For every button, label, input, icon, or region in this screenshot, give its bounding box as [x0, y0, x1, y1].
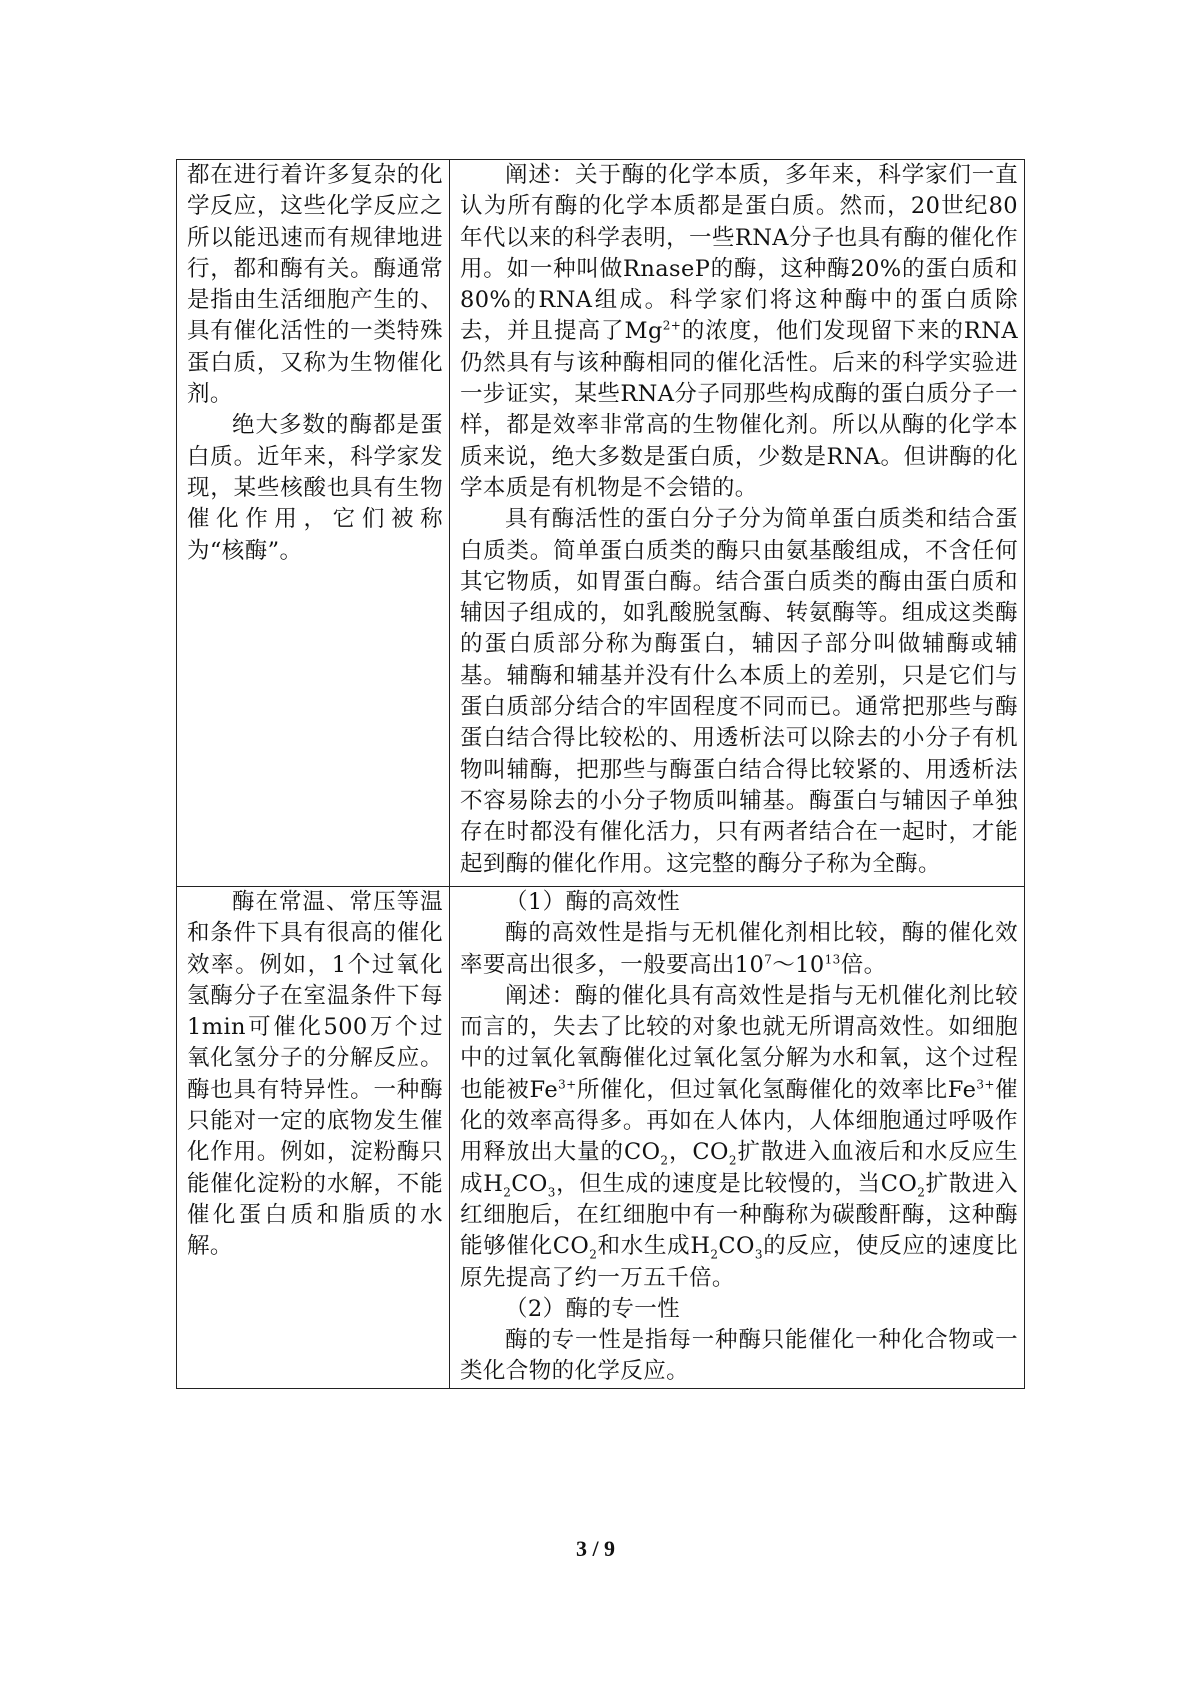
- superscript: 2+: [662, 318, 682, 333]
- left-cell-row2: [177, 887, 450, 1389]
- text-run: 扩散进入血液后和水反应生成H: [460, 1139, 1018, 1197]
- text-run: 阐述：酶的催化具有高效性是指与无机催化剂比较而言的，失去了比较的对象也就无所谓高效性。如细胞中的过氧化氧酶催化过氧化氢分解为水和氧，这个过程也能被Fe: [460, 982, 1018, 1103]
- subscript: 2: [503, 1185, 512, 1200]
- superscript: 3+: [558, 1077, 577, 1092]
- left-cell-row1: [177, 160, 450, 887]
- table-row: [177, 160, 1025, 887]
- text-run: 酶的高效性是指与无机催化剂相比较，酶的催化效率要高出很多，一般要高出10: [460, 920, 1018, 978]
- right-cell-row2: [450, 887, 1025, 1389]
- paragraph: 绝大多数的酶都是蛋白质。近年来，科学家发现，某些核酸也具有生物催化作用，它们被称为“核酶”。: [187, 412, 443, 564]
- paragraph: 酶的专一性是指每一种酶只能催化一种化合物或一类化合物的化学反应。: [460, 1327, 1018, 1385]
- subscript: 2: [710, 1247, 719, 1262]
- page-number: 3 / 9: [575, 1536, 616, 1561]
- text-run: CO: [511, 1170, 548, 1197]
- content-table: [176, 159, 1025, 1389]
- table-row: [177, 887, 1025, 1389]
- superscript: 7: [764, 952, 773, 967]
- text-run: 扩散进入红细胞后，在红细胞中有一种酶称为碳酸酐酶，这种酶能够催化CO: [460, 1170, 1019, 1260]
- text-run: ～10: [772, 951, 825, 978]
- subscript: 2: [728, 1153, 737, 1168]
- paragraph: [460, 160, 1018, 504]
- paragraph: [460, 918, 1018, 981]
- superscript: 13: [824, 952, 841, 967]
- text-run: 的反应，使反应的速度比原先提高了约一万五千倍。: [460, 1233, 1019, 1291]
- paragraph: 都在进行着许多复杂的化学反应，这些化学反应之所以能迅速而有规律地进行，都和酶有关。酶通常是指由生活细胞产生的、具有催化活性的一类特殊蛋白质，又称为生物催化剂。: [187, 162, 443, 408]
- text-run: 阐述：关于酶的化学本质，多年来，科学家们一直认为所有酶的化学本质都是蛋白质。然而，20世纪80年代以来的科学表明，一些RNA分子也具有酶的催化作用。如一种叫做RnaseP的酶，这种酶20%的蛋白质和80%的RNA组成。科学家们将这种酶中的蛋白质除去，并且提高了Mg: [460, 162, 1018, 345]
- text-run: 催化的效率高得多。再如在人体内，人体细胞通过呼吸作用释放出大量的CO: [460, 1076, 1018, 1166]
- text-run: 的浓度，他们发现留下来的RNA仍然具有与该种酶相同的催化活性。后来的科学实验进一步证实，某些RNA分子同那些构成酶的蛋白质分子一样，都是效率非常高的生物催化剂。所以从酶的化学本质来说，绝大多数是蛋白质，少数是RNA。但讲酶的化学本质是有机物是不会错的。: [460, 318, 1018, 501]
- text-run: 所催化，但过氧化氢酶催化的效率比Fe: [576, 1076, 977, 1103]
- paragraph: 具有酶活性的蛋白分子分为简单蛋白质类和结合蛋白质类。简单蛋白质类的酶只由氨基酸组成，不含任何其它物质，如胃蛋白酶。结合蛋白质类的酶由蛋白质和辅因子组成的，如乳酸脱氢酶、转氨酶等。组成这类酶的蛋白质部分称为酶蛋白，辅因子部分叫做辅酶或辅基。辅酶和辅基并没有什么本质上的差别，只是它们与蛋白质部分结合的牢固程度不同而已。通常把那些与酶蛋白结合得比较松的、用透析法可以除去的小分子有机物叫辅酶，把那些与酶蛋白结合得比较紧的、用透析法不容易除去的小分子物质叫辅基。酶蛋白与辅因子单独存在时都没有催化活力，只有两者结合在一起时，才能起到酶的催化作用。这完整的酶分子称为全酶。: [460, 506, 1018, 877]
- subscript: 2: [660, 1153, 669, 1168]
- subscript: 2: [589, 1247, 598, 1262]
- section-heading: （1）酶的高效性: [505, 889, 681, 915]
- text-run: CO: [718, 1233, 755, 1260]
- text-run: 和水生成H: [597, 1233, 711, 1260]
- text-run: ，但生成的速度是比较慢的，当CO: [555, 1170, 918, 1197]
- paragraph: 酶在常温、常压等温和条件下具有很高的催化效率。例如，1个过氧化氢酶分子在室温条件下每1min可催化500万个过氧化氢分子的分解反应。酶也具有特异性。一种酶只能对一定的底物发生催化作用。例如，淀粉酶只能催化淀粉的水解，不能催化蛋白质和脂质的水解。: [187, 889, 443, 1260]
- text-run: ，CO: [668, 1139, 729, 1166]
- text-run: 倍。: [840, 951, 887, 978]
- right-cell-row1: [450, 160, 1025, 887]
- paragraph: [460, 981, 1018, 1294]
- superscript: 3+: [976, 1077, 995, 1092]
- subscript: 3: [547, 1185, 556, 1200]
- section-heading: （2）酶的专一性: [505, 1295, 681, 1322]
- subscript: 3: [754, 1247, 763, 1262]
- subscript: 2: [917, 1185, 926, 1200]
